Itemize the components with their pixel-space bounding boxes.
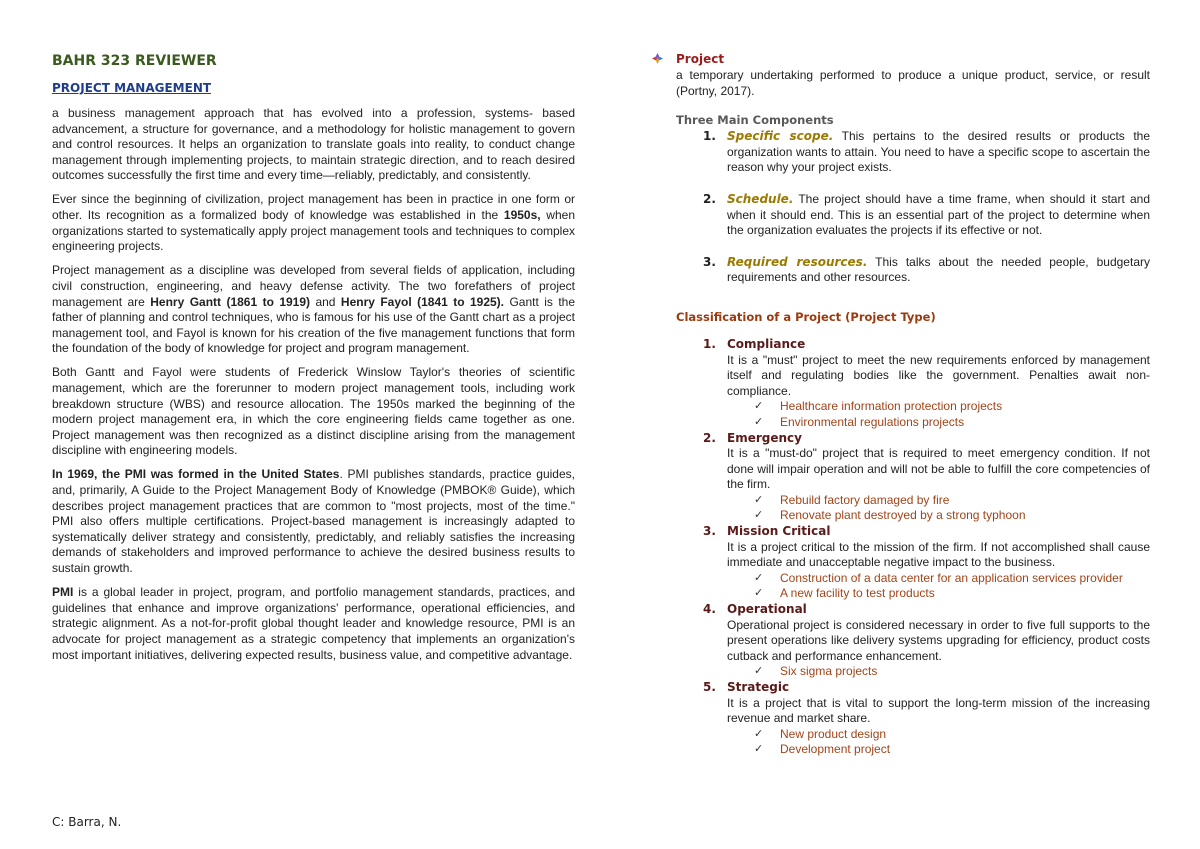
classification-description: Operational project is considered necessary in order to five full supports to the present operations like delivery systems upgrading for efficiency, product costs cutback and performance enhancement. <box>727 617 1150 663</box>
check-icon: ✓ <box>754 571 764 584</box>
classification-number: 3. <box>703 524 716 539</box>
classification-number: 1. <box>703 336 716 351</box>
classification-item-operational <box>652 602 1150 664</box>
paragraph-history: Ever since the beginning of civilization, project management has been in practice in one form or other. Its recognition as a formalized body of knowledge was established in the 1950s, when organizations started to systematically apply project management tools and techniques to complex engineering projects. <box>52 192 575 254</box>
project-heading <box>652 50 1150 68</box>
classification-title: Classification of a Project (Project Type) <box>676 309 936 324</box>
classification-name: Emergency <box>727 430 802 445</box>
example-item: ✓ Healthcare information protection projects <box>754 399 1003 414</box>
component-item <box>652 255 1150 286</box>
footer-credit: C: Barra, N. <box>52 815 122 829</box>
example-item: ✓ Renovate plant destroyed by a strong typhoon <box>754 508 1026 523</box>
components-list <box>652 129 1150 286</box>
classification-item-compliance <box>652 337 1150 399</box>
component-term: Specific scope. <box>727 129 834 144</box>
right-column <box>652 50 1150 758</box>
example-item: ✓ Development project <box>754 742 891 757</box>
example-item: ✓ Six sigma projects <box>754 664 878 679</box>
classification-item-emergency <box>652 431 1150 493</box>
classification-list <box>652 337 1150 758</box>
component-term: Schedule. <box>727 191 794 206</box>
paragraph-pmi-leader: PMI is a global leader in project, program, and portfolio management standards, practices, and guidelines that enhance and improve organizations' performance, operational efficiencies, and strategic alignment. As a not-for-profit global thought leader and knowledge resource, PMI is an advocate for project management as a strategic competency that implements an organization's most important initiatives, delivering expected results, business value, and competitive advantage. <box>52 585 575 662</box>
classification-number: 4. <box>703 602 716 617</box>
project-definition: a temporary undertaking performed to produce a unique product, service, or result (Portny, 2017). <box>676 68 1150 98</box>
classification-name: Mission Critical <box>727 524 831 539</box>
classification-description: It is a project that is vital to support the long-term mission of the increasing revenue and market share. <box>727 695 1150 726</box>
check-icon: ✓ <box>754 727 764 740</box>
component-text: This talks about the needed people, budgetary requirements and other resources. <box>727 254 1150 285</box>
section-title-project-management: PROJECT MANAGEMENT <box>52 81 212 95</box>
four-color-diamond-bullet-icon <box>652 53 663 64</box>
component-number: 2. <box>703 191 716 206</box>
document-title: BAHR 323 REVIEWER <box>52 53 217 69</box>
components-title: Three Main Components <box>676 113 834 128</box>
component-text: This pertains to the desired results or products the organization wants to attain. You need to have a specific scope to ascertain the reason why your project exists. <box>727 129 1151 175</box>
paragraph-taylor: Both Gantt and Fayol were students of Frederick Winslow Taylor's theories of scientific management, which are the forerunner to modern project management tools, including work breakdown structure (WBS) and resource allocation. The 1950s marked the beginning of the modern project management era, in which the core engineering fields came together as one. Project management was then recognized as a distinct discipline arising from the management discipline with engineering models. <box>52 365 575 458</box>
example-item: ✓ A new facility to test products <box>754 586 935 601</box>
check-icon: ✓ <box>754 415 764 428</box>
component-item <box>652 129 1150 176</box>
check-icon: ✓ <box>754 509 764 522</box>
classification-name: Compliance <box>727 336 806 351</box>
left-column <box>52 50 575 672</box>
classification-item-strategic <box>652 680 1150 727</box>
project-title: Project <box>676 52 725 66</box>
paragraph-pmi-formed: In 1969, the PMI was formed in the United States. PMI publishes standards, practice guides, and, primarily, A Guide to the Project Management Body of Knowledge (PMBOK® Guide), which describes project management practices that are common to "most projects, most of the time." PMI also offers multiple certifications. Project-based management is increasingly adapted to systematically deliver strategy and consistently, predictably, and reliably satisfies the increasing demands of stakeholders and improved performance to achieve the desired business results to sustain growth. <box>52 467 575 576</box>
check-icon: ✓ <box>754 493 764 506</box>
component-number: 3. <box>703 254 716 269</box>
classification-item-mission-critical <box>652 524 1150 571</box>
classification-name: Strategic <box>727 680 790 694</box>
example-item: ✓ Rebuild factory damaged by fire <box>754 492 950 507</box>
paragraph-definition: a business management approach that has evolved into a profession, systems- based advancement, a structure for governance, and a methodology for holistic management to govern and control resources. It helps an organization to translate goals into reality, to conduct change management through implementing projects, to maintain strategic direction, and to reach desired outcomes successfully the first time and every time—reliably, predictably, and consistently. <box>52 106 575 183</box>
example-item: ✓ Environmental regulations projects <box>754 414 965 429</box>
classification-number: 5. <box>703 680 716 694</box>
classification-description: It is a "must-do" project that is required to meet emergency condition. If not done will impair operation and will not be able to fulfill the core competencies of the firm. <box>727 446 1150 492</box>
component-term: Required resources. <box>727 254 868 269</box>
component-text: The project should have a time frame, when should it start and when it should end. This is an essential part of the project to determine when the organization evaluates the projects if its effective or not. <box>727 191 1150 238</box>
check-icon: ✓ <box>754 400 764 413</box>
check-icon: ✓ <box>754 665 764 678</box>
classification-number: 2. <box>703 430 716 445</box>
example-item: ✓ New product design <box>754 726 887 741</box>
check-icon: ✓ <box>754 587 764 600</box>
component-number: 1. <box>703 129 716 144</box>
component-item <box>652 192 1150 239</box>
example-item: ✓ Construction of a data center for an application services provider <box>754 570 1123 585</box>
classification-description: It is a "must" project to meet the new requirements enforced by management itself and regulating bodies like the government. Penalties await non-compliance. <box>727 352 1150 398</box>
paragraph-forefathers: Project management as a discipline was developed from several fields of application, including civil construction, engineering, and heavy defense activity. The two forefathers of project management are Henry Gantt (1861 to 1919) and Henry Fayol (1841 to 1925). Gantt is the father of planning and control techniques, who is famous for his use of the Gantt chart as a project management tool, and Fayol is known for his creation of the five management functions that form the foundation of the body of knowledge for project and program management. <box>52 263 575 356</box>
check-icon: ✓ <box>754 743 764 756</box>
classification-name: Operational <box>727 602 807 617</box>
classification-description: It is a project critical to the mission of the firm. If not accomplished shall cause immediate and unacceptable negative impact to the business. <box>727 539 1150 570</box>
